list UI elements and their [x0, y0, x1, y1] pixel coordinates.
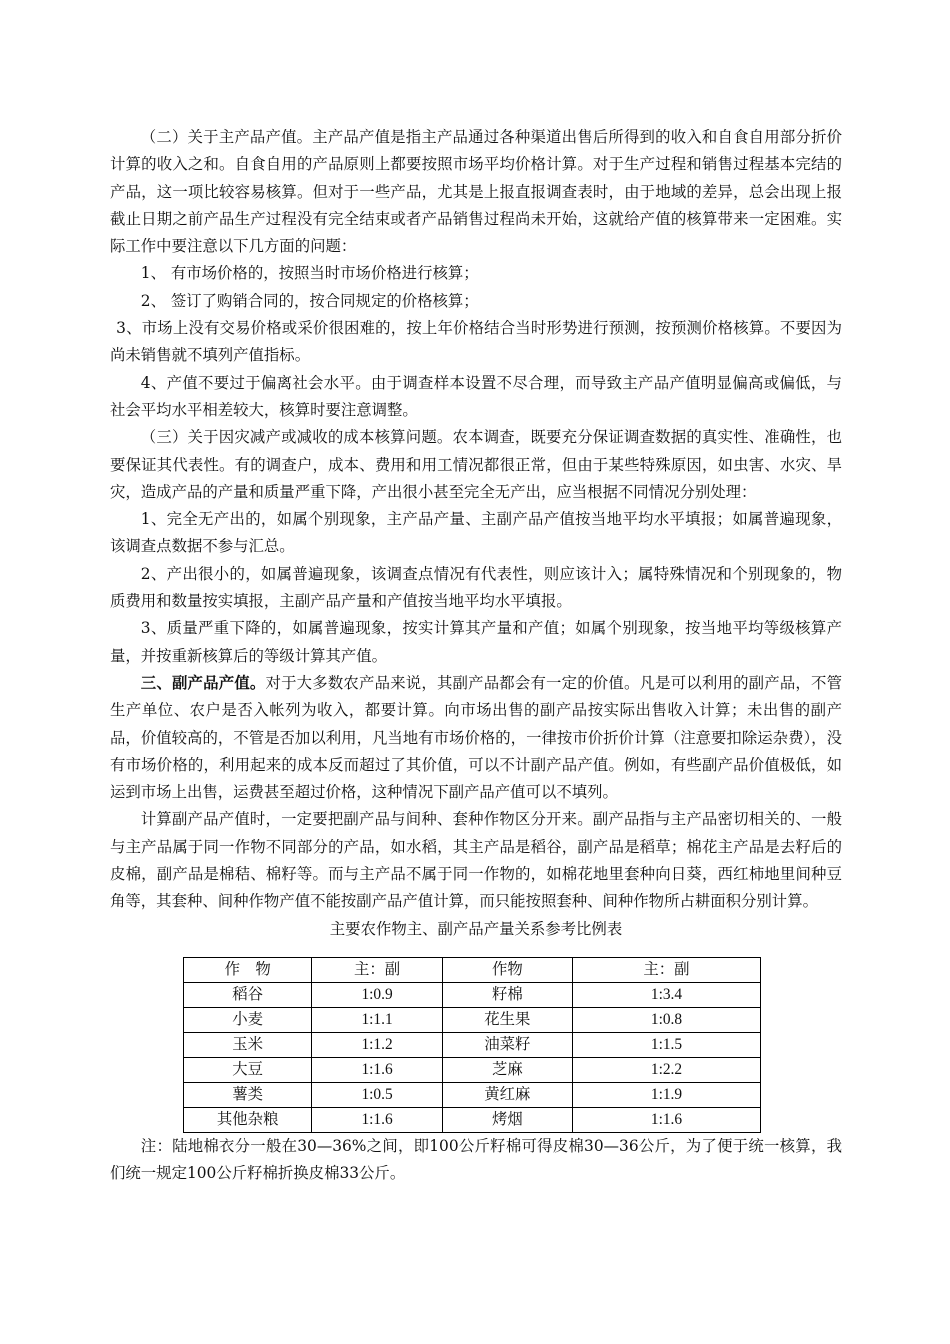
table-cell: 油菜籽	[442, 1032, 572, 1057]
table-cell: 大豆	[184, 1057, 312, 1082]
header-cell: 主：副	[572, 957, 760, 982]
table-row	[184, 1032, 761, 1057]
table-cell: 其他杂粮	[184, 1107, 312, 1132]
table-cell: 黄红麻	[442, 1082, 572, 1107]
list-item-3: 3、市场上没有交易价格或采价很困难的，按上年价格结合当时形势进行预测，按预测价格核算。不要因为尚未销售就不填列产值指标。	[110, 319, 842, 365]
table-cell: 烤烟	[442, 1107, 572, 1132]
table-row	[184, 1107, 761, 1132]
disaster-item-3: 3、质量严重下降的，如属普遍现象，按实计算其产量和产值；如属个别现象，按当地平均等级核算产量，并按重新核算后的等级计算其产值。	[110, 619, 842, 665]
table-row	[184, 982, 761, 1007]
section-heading-2: （二）关于主产品产值。	[140, 128, 313, 146]
table-cell: 1:1.6	[572, 1107, 760, 1132]
table-cell: 小麦	[184, 1007, 312, 1032]
table-caption: 主要农作物主、副产品产量关系参考比例表	[329, 919, 623, 938]
section-heading-3: （三）关于因灾减产或减收的成本核算问题。	[140, 428, 453, 447]
disaster-item-1: 1、完全无产出的，如属个别现象，主产品产量、主副产品产值按当地平均水平填报；如属普遍现象，该调查点数据不参与汇总。	[110, 510, 842, 556]
table-cell: 1:1.2	[312, 1032, 442, 1057]
header-cell: 作物	[442, 957, 572, 982]
table-cell: 花生果	[442, 1007, 572, 1032]
paragraph-byproduct-value: 三、副产品产值。对于大多数农产品来说，其副产品都会有一定的价值。凡是可以利用的副产品，不管生产单位、农户是否入帐列为收入，都要计算。向市场出售的副产品按实际出售收入计算；未出售的副产品，价值较高的，不管是否加以利用，凡当地有市场价格的，一律按市价折价计算（注意要扣除运杂费），没有市场价格的，利用起来的成本反而超过了其价值，可以不计副产品产值。例如，有些副产品价值极低，如运到市场上出售，运费甚至超过价格，这种情况下副产品产值可以不填列。	[110, 673, 842, 802]
table-cell: 1:0.9	[312, 982, 442, 1007]
table-cell: 1:0.5	[312, 1082, 442, 1107]
list-item-2: 2、 签订了购销合同的，按合同规定的价格核算；	[140, 291, 479, 310]
table-cell: 芝麻	[442, 1057, 572, 1082]
table-cell: 薯类	[184, 1082, 312, 1107]
table-cell: 1:1.6	[312, 1107, 442, 1132]
section-heading-byproduct: 三、副产品产值。	[140, 673, 266, 692]
table-header-row	[184, 957, 761, 982]
table-cell: 1:0.8	[572, 1007, 760, 1032]
table-cell: 1:1.6	[312, 1057, 442, 1082]
table-row	[184, 1057, 761, 1082]
document-body	[110, 124, 842, 1188]
table-cell: 1:1.1	[312, 1007, 442, 1032]
table-cell: 1:1.9	[572, 1082, 760, 1107]
list-item-1: 1、 有市场价格的，按照当时市场价格进行核算；	[140, 264, 479, 283]
paragraph-main-product-value: （二）关于主产品产值。主产品产值是指主产品通过各种渠道出售后所得到的收入和自食自用部分折价计算的收入之和。自食自用的产品原则上都要按照市场平均价格计算。对于生产过程和销售过程基本完结的产品，这一项比较容易核算。但对于一些产品，尤其是上报直报调查表时，由于地域的差异，总会出现上报截止日期之前产品生产过程没有完全结束或者产品销售过程尚未开始，这就给产值的核算带来一定困难。实际工作中要注意以下几方面的问题：	[110, 128, 842, 256]
ratio-table-wrap	[110, 957, 842, 1133]
table-cell: 稻谷	[184, 982, 312, 1007]
header-cell: 作 物	[184, 957, 312, 982]
table-cell: 玉米	[184, 1032, 312, 1057]
paragraph-intercrop: 计算副产品产值时，一定要把副产品与间种、套种作物区分开来。副产品指与主产品密切相关的、一般与主产品属于同一作物不同部分的产品，如水稻，其主产品是稻谷，副产品是稻草；棉花主产品是去籽后的皮棉，副产品是棉秸、棉籽等。而与主产品不属于同一作物的，如棉花地里套种向日葵，西红柿地里间种豆角等，其套种、间种作物产值不能按副产品产值计算，而只能按照套种、间种作物所占耕面积分别计算。	[110, 810, 842, 911]
disaster-item-2: 2、产出很小的，如属普遍现象，该调查点情况有代表性，则应该计入；属特殊情况和个别现象的，物质费用和数量按实填报，主副产品产量和产值按当地平均水平填报。	[110, 564, 842, 611]
paragraph-disaster-cost: （三）关于因灾减产或减收的成本核算问题。农本调查，既要充分保证调查数据的真实性、准确性，也要保证其代表性。有的调查户，成本、费用和用工情况都很正常，但由于某些特殊原因，如虫害、水灾、旱灾，造成产品的产量和质量严重下降，产出很小甚至完全无产出，应当根据不同情况分别处理：	[110, 428, 842, 501]
table-cell: 1:3.4	[572, 982, 760, 1007]
table-note: 注：陆地棉衣分一般在30—36%之间，即100公斤籽棉可得皮棉30—36公斤，为了便于统一核算，我们统一规定100公斤籽棉折换皮棉33公斤。	[110, 1136, 842, 1183]
table-cell: 籽棉	[442, 982, 572, 1007]
header-cell: 主：副	[312, 957, 442, 982]
list-item-4: 4、产值不要过于偏离社会水平。由于调查样本设置不尽合理，而导致主产品产值明显偏高或偏低，与社会平均水平相差较大，核算时要注意调整。	[110, 373, 842, 419]
table-row	[184, 1007, 761, 1032]
table-cell: 1:2.2	[572, 1057, 760, 1082]
ratio-table	[183, 957, 761, 1133]
table-cell: 1:1.5	[572, 1032, 760, 1057]
table-row	[184, 1082, 761, 1107]
